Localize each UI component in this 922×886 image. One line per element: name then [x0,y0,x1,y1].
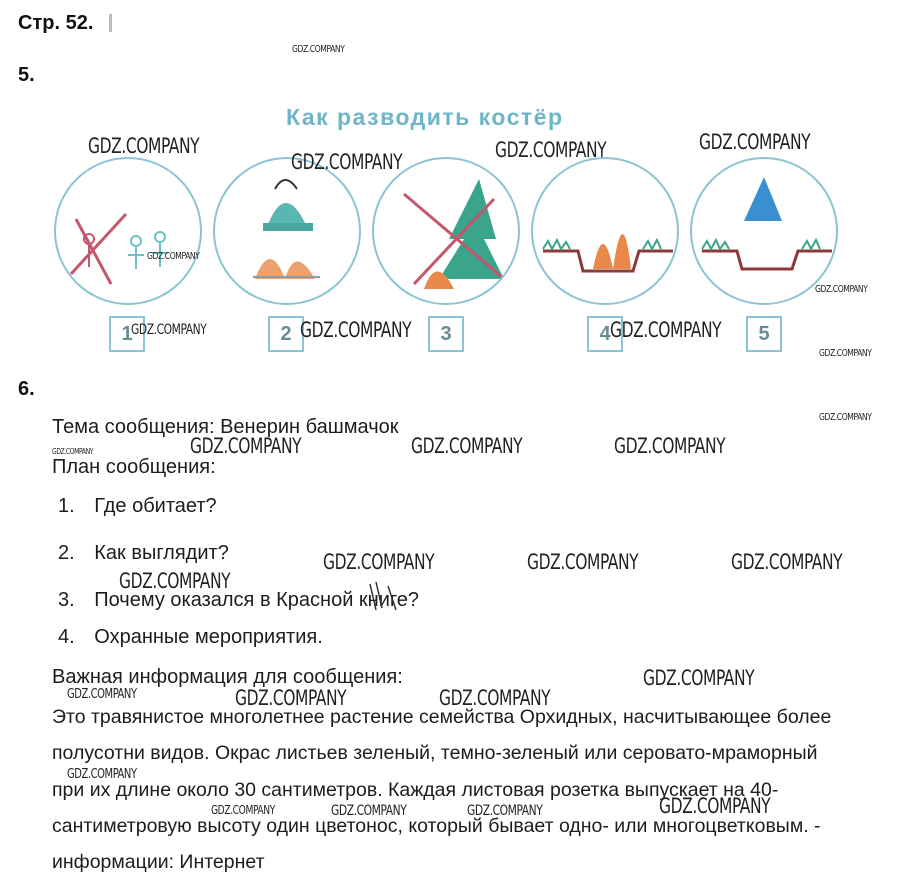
step-box-1: 1 [109,316,145,352]
watermark: GDZ.COMPANY [819,348,872,359]
paragraph-line-5: информации: Интернет [52,851,265,873]
watermark: GDZ.COMPANY [527,550,639,574]
task6-number: 6. [18,378,35,400]
plan-item-2 [58,542,229,565]
watermark: GDZ.COMPANY [731,550,843,574]
watermark: GDZ.COMPANY [67,687,137,702]
paragraph-line-1: Это травянистое многолетнее растение семейства Орхидных, насчитывающее более [52,706,832,728]
paragraph-line-4: сантиметровую высоту один цветонос, который бывает одно- или многоцветковым. - [52,815,821,837]
watermark: GDZ.COMPANY [52,447,94,456]
watermark: GDZ.COMPANY [411,434,523,458]
watermark: GDZ.COMPANY [495,138,607,162]
paragraph-line-2: полусотни видов. Окрас листьев зеленый, темно-зеленый или серовато-мраморный [52,742,818,764]
plan-item-number: 1. [58,495,75,517]
watermark: GDZ.COMPANY [119,569,231,593]
circle-4-pit-fire [531,157,679,305]
circle-5-covered-pit [690,157,838,305]
step-box-2: 2 [268,316,304,352]
watermark: GDZ.COMPANY [699,130,811,154]
paragraph-line-3: при их длине около 30 сантиметров. Каждая листовая розетка выпускает на 40- [52,779,779,801]
watermark: GDZ.COMPANY [439,686,551,710]
plan-item-text: Охранные мероприятия. [94,626,323,648]
plan-item-3 [58,589,419,612]
watermark: GDZ.COMPANY [131,322,207,338]
watermark: GDZ.COMPANY [467,803,543,819]
plan-item-1 [58,495,217,518]
plan-item-number: 3. [58,589,75,611]
circle-1-people [54,157,202,305]
watermark: GDZ.COMPANY [211,803,275,817]
watermark: GDZ.COMPANY [659,794,771,818]
watermark: GDZ.COMPANY [331,803,407,819]
info-title: Важная информация для сообщения: [52,666,403,688]
page-header: Стр. 52. [18,12,94,34]
watermark: GDZ.COMPANY [190,434,302,458]
plan-title: План сообщения: [52,456,216,478]
watermark: GDZ.COMPANY [323,550,435,574]
figure-title: Как разводить костёр [286,104,564,130]
watermark: GDZ.COMPANY [815,284,868,295]
plan-item-number: 2. [58,542,75,564]
watermark: GDZ.COMPANY [643,666,755,690]
watermark: GDZ.COMPANY [88,134,200,158]
step-box-4: 4 [587,316,623,352]
watermark: GDZ.COMPANY [67,767,137,782]
step-box-3: 3 [428,316,464,352]
plan-item-number: 4. [58,626,75,648]
circle-3-tree [372,157,520,305]
watermark: GDZ.COMPANY [292,44,345,55]
scribble-mark [366,580,406,612]
step-box-5: 5 [746,316,782,352]
watermark: GDZ.COMPANY [819,412,872,423]
watermark: GDZ.COMPANY [614,434,726,458]
header-mark [109,14,112,32]
plan-item-text: Почему оказался в Красной книге? [94,589,419,611]
watermark: GDZ.COMPANY [235,686,347,710]
watermark: GDZ.COMPANY [147,251,200,262]
topic-line: Тема сообщения: Венерин башмачок [52,416,399,438]
watermark: GDZ.COMPANY [300,318,412,342]
plan-item-text: Как выглядит? [94,542,229,564]
circle-2-kettle [213,157,361,305]
watermark: GDZ.COMPANY [291,150,403,174]
plan-item-text: Где обитает? [94,495,217,517]
task5-number: 5. [18,64,35,86]
plan-item-4 [58,626,323,649]
watermark: GDZ.COMPANY [610,318,722,342]
